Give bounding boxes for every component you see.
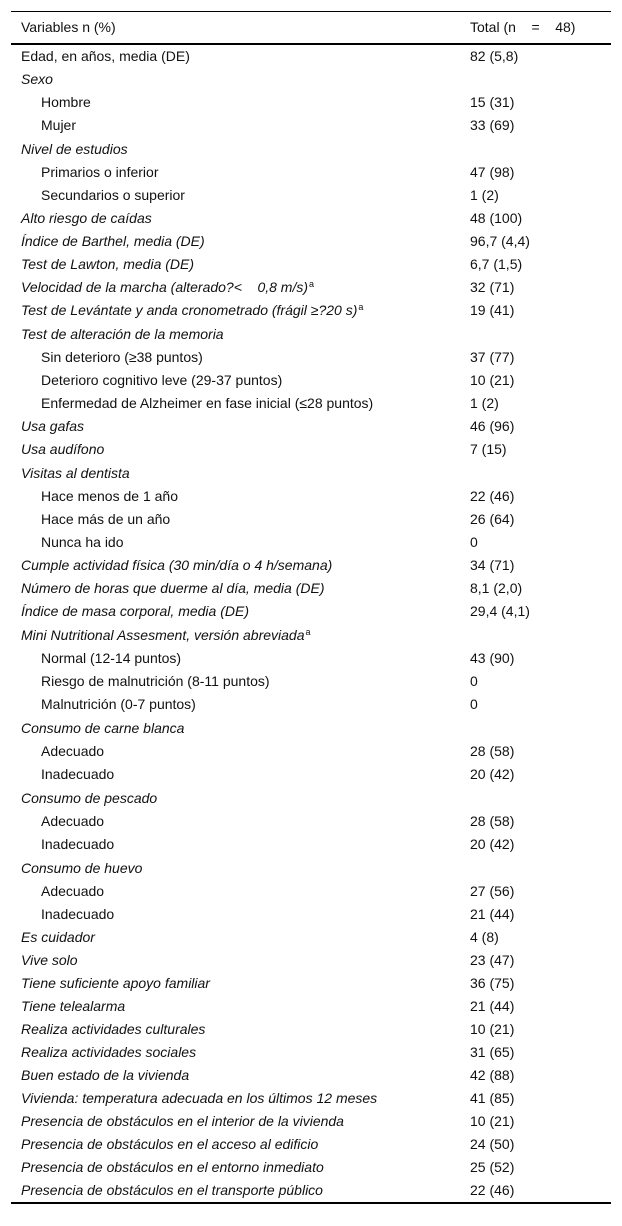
row-label: Inadecuado [41,906,115,922]
row-value: 82 (5,8) [470,47,519,64]
table-body [11,44,611,1202]
row-label-cell [11,670,460,693]
row-label: Sin deterioro (≥38 puntos) [41,349,203,365]
table-row [11,44,611,67]
row-label-cell [11,67,460,91]
table-row [11,949,611,972]
row-value: 36 (75) [470,975,515,991]
table-row [11,114,611,137]
table-row [11,322,611,346]
table-row [11,184,611,207]
table-header [11,12,611,44]
row-label-cell [11,1018,460,1041]
row-label-cell [11,880,460,903]
row-label: Presencia de obstáculos en el acceso al edificio [21,1136,319,1152]
row-label: Buen estado de la vivienda [21,1067,190,1083]
row-value [460,856,611,880]
row-label: Nivel de estudios [21,140,128,157]
table-row [11,763,611,786]
row-value: 20 (42) [470,766,515,782]
row-label-cell [11,299,460,322]
table-bottom-rule [11,1202,611,1204]
row-label-cell [11,415,460,438]
row-value: 41 (85) [470,1090,515,1106]
row-value: 27 (56) [470,883,515,899]
header-row [11,12,611,44]
row-label: Hace más de un año [41,511,171,527]
row-label-cell [11,856,460,880]
table-row [11,554,611,577]
row-value: 25 (52) [470,1159,515,1175]
row-value: 19 (41) [470,302,515,318]
table-row [11,833,611,856]
row-label: Inadecuado [41,766,115,782]
table-row [11,600,611,623]
table-row [11,856,611,880]
table-row [11,647,611,670]
table-row [11,740,611,763]
table-row [11,926,611,949]
row-label: Usa audífono [21,441,105,457]
row-label-cell [11,600,460,623]
row-label: Vive solo [21,952,78,968]
row-label-cell [11,1156,460,1179]
row-label-cell [11,44,460,67]
row-label-cell [11,1179,460,1202]
row-label: Secundarios o superior [41,187,185,203]
table-row [11,972,611,995]
row-label: Presencia de obstáculos en el transporte público [21,1182,323,1198]
row-value: 22 (46) [470,1182,515,1198]
row-value: 28 (58) [470,813,515,829]
row-value [460,322,611,346]
row-label: Edad, en años, media (DE) [21,47,190,64]
row-label: Normal (12-14 puntos) [41,650,182,666]
row-label: Deterioro cognitivo leve (29-37 puntos) [41,372,283,388]
row-label: Vivienda: temperatura adecuada en los últimos 12 meses [21,1090,378,1106]
row-value: 8,1 (2,0) [470,580,523,596]
table-row [11,716,611,740]
row-label: Sexo [21,70,53,87]
row-label-cell [11,276,460,299]
row-label-cell [11,810,460,833]
row-label: Adecuado [41,883,105,899]
row-label-cell [11,346,460,369]
row-value: 24 (50) [470,1136,515,1152]
row-value [460,461,611,485]
row-label-cell [11,1087,460,1110]
row-value: 96,7 (4,4) [470,233,530,249]
row-label: Realiza actividades sociales [21,1044,197,1060]
row-label: Cumple actividad física (30 min/día o 4 h/semana) [21,557,333,573]
row-value: 0 [470,534,478,550]
row-label-cell [11,903,460,926]
row-label: Hace menos de 1 año [41,488,178,504]
row-label: Adecuado [41,743,105,759]
row-label-cell [11,1110,460,1133]
table-row [11,880,611,903]
row-label-cell [11,392,460,415]
row-label: Test de Lawton, media (DE) [21,256,195,272]
table-row [11,1087,611,1110]
row-value: 34 (71) [470,557,515,573]
row-label: Consumo de carne blanca [21,719,185,736]
row-value: 4 (8) [470,929,499,945]
table-row [11,1018,611,1041]
row-label: Visitas al dentista [21,464,130,481]
row-value: 10 (21) [470,372,515,388]
footnote-marker: a [358,302,364,312]
table-row [11,276,611,299]
row-value: 21 (44) [470,998,515,1014]
row-value: 7 (15) [470,441,507,457]
row-value: 28 (58) [470,743,515,759]
table-row [11,485,611,508]
row-label: Presencia de obstáculos en el interior de la vivienda [21,1113,344,1129]
row-label-cell [11,230,460,253]
row-label-cell [11,184,460,207]
row-label: Hombre [41,94,91,110]
row-value: 31 (65) [470,1044,515,1060]
table-row [11,1179,611,1202]
row-label: Inadecuado [41,836,115,852]
footnote-marker: a [305,626,311,637]
row-value: 46 (96) [470,418,515,434]
row-label-cell [11,485,460,508]
row-label: Índice de Barthel, media (DE) [21,233,205,249]
row-label-cell [11,623,460,647]
row-value: 0 [470,696,478,712]
row-label-cell [11,647,460,670]
row-label-cell [11,554,460,577]
table-row [11,369,611,392]
table-row [11,1133,611,1156]
row-label-cell [11,207,460,230]
row-value: 26 (64) [470,511,515,527]
table-row [11,67,611,91]
table-row [11,1156,611,1179]
row-value: 15 (31) [470,94,515,110]
row-label-cell [11,531,460,554]
row-value: 48 (100) [470,210,523,226]
row-value: 10 (21) [470,1021,515,1037]
row-value [460,137,611,161]
row-label: Enfermedad de Alzheimer en fase inicial (≤28 puntos) [41,395,374,411]
row-label: Velocidad de la marcha (alterado?< 0,8 m/s) [21,279,309,295]
row-label-cell [11,786,460,810]
row-label: Test de Levántate y anda cronometrado (frágil ≥?20 s) [21,302,358,318]
row-value [460,716,611,740]
row-label: Número de horas que duerme al día, media (DE) [21,580,325,596]
row-value: 10 (21) [470,1113,515,1129]
row-value [460,623,611,647]
row-label-cell [11,926,460,949]
row-label-cell [11,114,460,137]
table-row [11,299,611,322]
row-label-cell [11,949,460,972]
table-row [11,137,611,161]
row-label: Primarios o inferior [41,164,159,180]
table-row [11,1041,611,1064]
table-row [11,577,611,600]
row-label-cell [11,995,460,1018]
row-label-cell [11,693,460,716]
row-label-cell [11,91,460,114]
row-value [460,67,611,91]
row-label-cell [11,833,460,856]
row-label-cell [11,137,460,161]
table-row [11,508,611,531]
table-row [11,693,611,716]
table-row [11,461,611,485]
table-row [11,230,611,253]
row-value: 47 (98) [470,164,515,180]
row-value: 1 (2) [470,187,499,203]
row-label: Consumo de pescado [21,789,158,806]
table-row [11,786,611,810]
row-value: 1 (2) [470,395,499,411]
row-label: Presencia de obstáculos en el entorno inmediato [21,1159,324,1175]
row-label: Usa gafas [21,418,85,434]
table-row [11,91,611,114]
table-row [11,346,611,369]
row-value: 29,4 (4,1) [470,603,530,619]
row-value: 6,7 (1,5) [470,256,523,272]
row-label-cell [11,508,460,531]
table-row [11,531,611,554]
characteristics-table [11,11,611,1202]
row-label-cell [11,1133,460,1156]
table-row [11,415,611,438]
row-label-cell [11,161,460,184]
row-value: 37 (77) [470,349,515,365]
row-label-cell [11,322,460,346]
row-label-cell [11,577,460,600]
row-label: Índice de masa corporal, media (DE) [21,603,249,619]
data-table-container [11,11,611,1204]
header-variables: Variables n (%) [21,19,116,36]
row-label-cell [11,740,460,763]
row-value: 32 (71) [470,279,515,295]
row-value: 33 (69) [470,117,515,133]
table-row [11,438,611,461]
table-row [11,392,611,415]
row-label: Test de alteración de la memoria [21,325,224,342]
table-row [11,995,611,1018]
row-label-cell [11,1064,460,1087]
table-row [11,623,611,647]
row-label-cell [11,763,460,786]
row-label-cell [11,716,460,740]
row-label: Alto riesgo de caídas [21,210,152,226]
row-label: Mujer [41,117,77,133]
row-label-cell [11,369,460,392]
row-label-cell [11,1041,460,1064]
row-label: Tiene suficiente apoyo familiar [21,975,210,991]
table-row [11,670,611,693]
row-value: 22 (46) [470,488,515,504]
row-label: Nunca ha ido [41,534,124,550]
row-value: 42 (88) [470,1067,515,1083]
row-value: 20 (42) [470,836,515,852]
row-label: Malnutrición (0-7 puntos) [41,696,196,712]
row-label: Tiene telealarma [21,998,126,1014]
row-value: 43 (90) [470,650,515,666]
row-label-cell [11,461,460,485]
row-label: Consumo de huevo [21,859,143,876]
row-label-cell [11,253,460,276]
row-value: 21 (44) [470,906,515,922]
header-total: Total (n = 48) [470,19,576,36]
row-value: 23 (47) [470,952,515,968]
row-label: Realiza actividades culturales [21,1021,206,1037]
table-row [11,161,611,184]
row-label-cell [11,972,460,995]
row-label: Mini Nutritional Assesment, versión abreviada [21,626,305,643]
row-value: 0 [470,673,478,689]
row-label: Es cuidador [21,929,95,945]
table-row [11,810,611,833]
row-label: Adecuado [41,813,105,829]
table-row [11,1064,611,1087]
table-row [11,253,611,276]
row-label: Riesgo de malnutrición (8-11 puntos) [41,673,270,689]
table-row [11,1110,611,1133]
table-row [11,207,611,230]
table-row [11,903,611,926]
footnote-marker: a [309,279,315,289]
row-value [460,786,611,810]
row-label-cell [11,438,460,461]
